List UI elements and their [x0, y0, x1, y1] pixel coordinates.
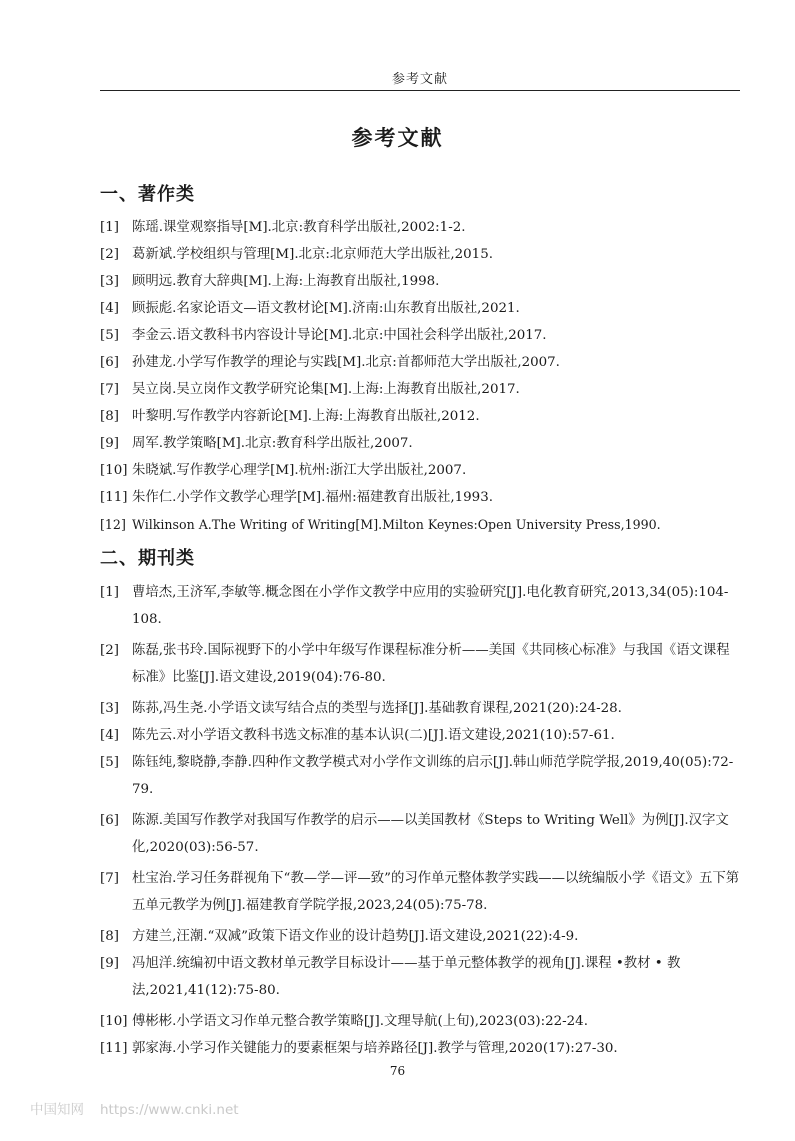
reference-text: 周军.教学策略[M].北京:教育科学出版社,2007.: [132, 436, 413, 451]
reference-number: [2]: [100, 643, 119, 658]
reference-number: [1]: [100, 585, 119, 600]
reference-item: [100, 511, 740, 538]
reference-number: [11]: [100, 490, 128, 505]
reference-number: [4]: [100, 301, 119, 316]
reference-item: [100, 1008, 740, 1035]
reference-text: 郭家海.小学习作关键能力的要素框架与培养路径[J].教学与管理,2020(17):27-30.: [132, 1041, 618, 1056]
reference-item: [100, 268, 740, 295]
reference-text: 陈荪,冯生尧.小学语文读写结合点的类型与选择[J].基础教育课程,2021(20):24-28.: [132, 701, 622, 716]
reference-text: 葛新斌.学校组织与管理[M].北京:北京师范大学出版社,2015.: [132, 247, 493, 262]
reference-text: 傅彬彬.小学语文习作单元整合教学策略[J].文理导航(上旬),2023(03):22-24.: [132, 1014, 588, 1029]
reference-item: [100, 722, 740, 749]
reference-text: 叶黎明.写作教学内容新论[M].上海:上海教育出版社,2012.: [132, 409, 480, 424]
section-heading-journals: 二、期刊类: [100, 548, 195, 569]
reference-item: [100, 430, 740, 457]
reference-number: [3]: [100, 274, 119, 289]
running-header: 参考文献: [391, 72, 448, 87]
reference-text: 陈瑶.课堂观察指导[M].北京:教育科学出版社,2002:1-2.: [132, 220, 466, 235]
reference-number: [10]: [100, 463, 128, 478]
reference-item: [100, 695, 740, 722]
reference-item: [100, 1035, 740, 1062]
reference-text: 朱作仁.小学作文教学心理学[M].福州:福建教育出版社,1993.: [132, 490, 493, 505]
reference-number: [12]: [100, 517, 126, 532]
reference-item: [100, 295, 740, 322]
watermark-url: https://www.cnki.net: [100, 1102, 239, 1118]
reference-item: [100, 807, 740, 861]
watermark: [30, 1098, 255, 1118]
reference-item: [100, 637, 740, 691]
reference-number: [2]: [100, 247, 119, 262]
reference-number: [4]: [100, 728, 119, 743]
reference-text: 陈先云.对小学语文教科书选文标准的基本认识(二)[J].语文建设,2021(10):57-61.: [132, 728, 615, 743]
reference-number: [7]: [100, 382, 119, 397]
reference-number: [3]: [100, 701, 119, 716]
reference-number: [10]: [100, 1014, 128, 1029]
reference-text: Wilkinson A.The Writing of Writing[M].Milton Keynes:Open University Press,1990.: [132, 517, 661, 532]
reference-number: [9]: [100, 956, 119, 971]
reference-text: 孙建龙.小学写作教学的理论与实践[M].北京:首都师范大学出版社,2007.: [132, 355, 560, 370]
reference-text: 冯旭洋.统编初中语文教材单元教学目标设计——基于单元整体教学的视角[J].课程 •教材 • 教法,2021,41(12):75-80.: [132, 956, 681, 998]
reference-text: 方建兰,汪潮.“双减”政策下语文作业的设计趋势[J].语文建设,2021(22):4-9.: [132, 929, 579, 944]
reference-text: 顾明远.教育大辞典[M].上海:上海教育出版社,1998.: [132, 274, 440, 289]
reference-item: [100, 241, 740, 268]
reference-item: [100, 403, 740, 430]
reference-item: [100, 950, 740, 1004]
reference-number: [1]: [100, 220, 119, 235]
section-heading-books: 一、著作类: [100, 184, 195, 205]
reference-text: 李金云.语文教科书内容设计导论[M].北京:中国社会科学出版社,2017.: [132, 328, 547, 343]
reference-text: 杜宝治.学习任务群视角下“教—学—评—致”的习作单元整体教学实践——以统编版小学《语文》五下第五单元教学为例[J].福建教育学院学报,2023,24(05):75-78.: [132, 871, 740, 913]
reference-text: 陈源.美国写作教学对我国写作教学的启示——以美国教材《Steps to Writing Well》为例[J].汉字文化,2020(03):56-57.: [132, 813, 729, 855]
reference-item: [100, 579, 740, 633]
reference-number: [8]: [100, 929, 119, 944]
header-rule: [100, 90, 740, 91]
reference-text: 曹培杰,王济军,李敏等.概念图在小学作文教学中应用的实验研究[J].电化教育研究,2013,34(05):104-108.: [132, 585, 729, 627]
reference-number: [5]: [100, 755, 119, 770]
reference-item: [100, 457, 740, 484]
reference-list-books: [100, 214, 740, 538]
reference-text: 朱晓斌.写作教学心理学[M].杭州:浙江大学出版社,2007.: [132, 463, 467, 478]
reference-text: 吴立岗.吴立岗作文教学研究论集[M].上海:上海教育出版社,2017.: [132, 382, 520, 397]
watermark-brand: 中国知网: [30, 1102, 84, 1118]
reference-item: [100, 349, 740, 376]
reference-number: [6]: [100, 813, 119, 828]
reference-number: [5]: [100, 328, 119, 343]
reference-item: [100, 376, 740, 403]
reference-item: [100, 923, 740, 950]
reference-number: [8]: [100, 409, 119, 424]
page-title: 参考文献: [351, 126, 444, 150]
reference-item: [100, 865, 740, 919]
reference-text: 陈磊,张书玲.国际视野下的小学中年级写作课程标准分析——美国《共同核心标准》与我国《语文课程标准》比鉴[J].语文建设,2019(04):76-80.: [132, 643, 730, 685]
reference-text: 陈钰纯,黎晓静,李静.四种作文教学模式对小学作文训练的启示[J].韩山师范学院学报,2019,40(05):72-79.: [132, 755, 734, 797]
reference-item: [100, 749, 740, 803]
reference-text: 顾振彪.名家论语文—语文教材论[M].济南:山东教育出版社,2021.: [132, 301, 520, 316]
reference-list-journals: [100, 579, 740, 1062]
reference-number: [11]: [100, 1041, 128, 1056]
reference-item: [100, 322, 740, 349]
reference-number: [7]: [100, 871, 119, 886]
reference-item: [100, 214, 740, 241]
reference-item: [100, 484, 740, 511]
reference-number: [9]: [100, 436, 119, 451]
reference-number: [6]: [100, 355, 119, 370]
page-number: 76: [389, 1064, 406, 1078]
